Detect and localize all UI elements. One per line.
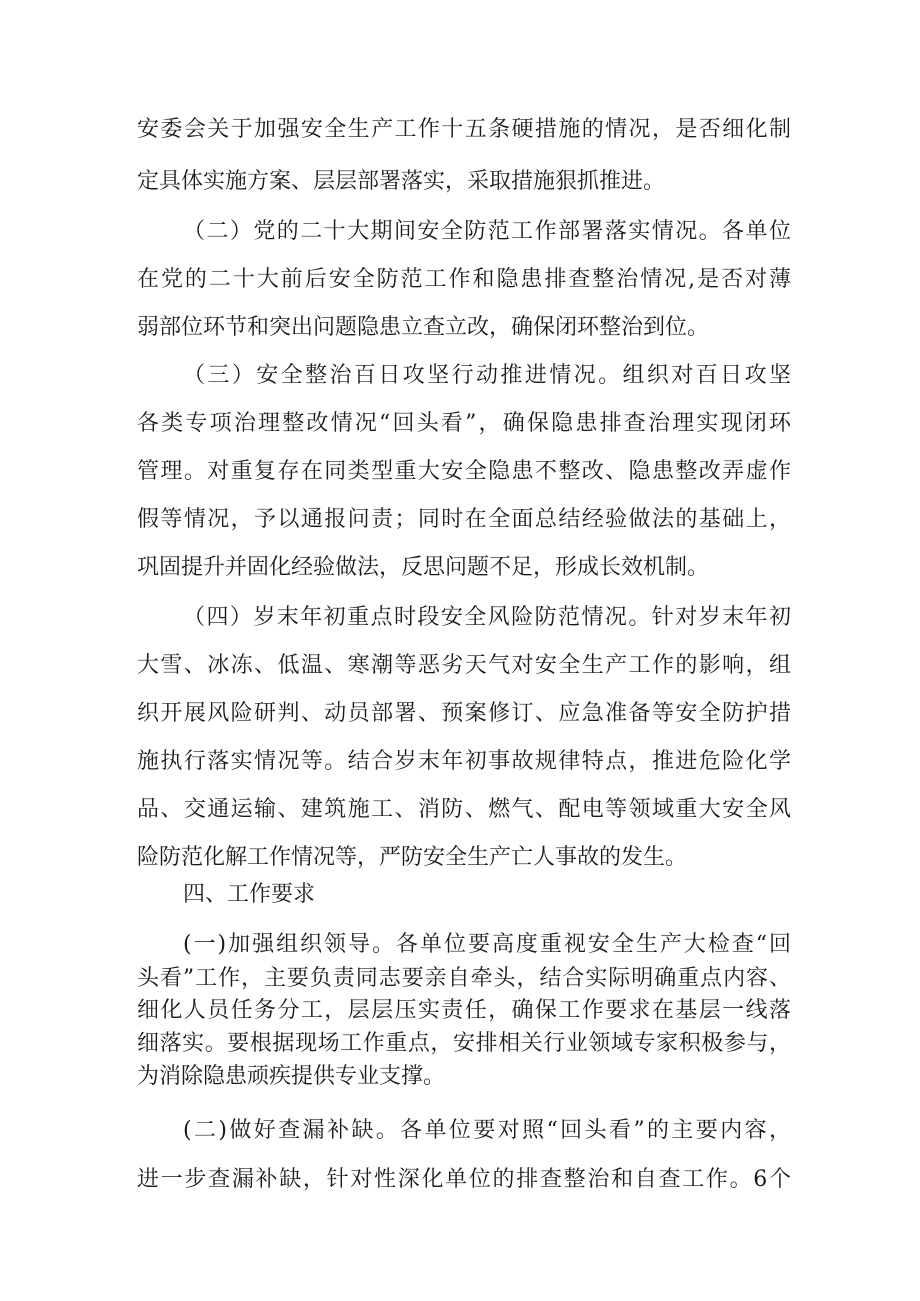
body-text-line: 进一步查漏补缺，针对性深化单位的排查整治和自查工作。6个 — [137, 1167, 791, 1192]
body-text-line: 假等情况，予以通报问责；同时在全面总结经验做法的基础上， — [137, 507, 791, 532]
body-text-line: 险防范化解工作情况等，严防安全生产亡人事故的发生。 — [137, 845, 688, 870]
body-text-line: 弱部位环节和突出问题隐患立查立改，确保闭环整治到位。 — [137, 315, 710, 340]
body-text-line: 安委会关于加强安全生产工作十五条硬措施的情况，是否细化制 — [137, 117, 791, 142]
body-text-line: 头看”工作，主要负责同志要亲自牵头，结合实际明确重点内容、 — [137, 966, 791, 991]
body-text-line: (二)做好查漏补缺。各单位要对照“回头看”的主要内容， — [183, 1118, 791, 1143]
body-text-line: (一)加强组织领导。各单位要高度重视安全生产大检查“回 — [183, 932, 791, 957]
body-text-line: （三）安全整治百日攻坚行动推进情况。组织对百日攻坚 — [183, 363, 791, 388]
body-text-line: 织开展风险研判、动员部署、预案修订、应急准备等安全防护措 — [137, 701, 791, 726]
body-text-line: 大雪、冰冻、低温、寒潮等恶劣天气对安全生产工作的影响，组 — [137, 653, 791, 678]
body-text-line: 巩固提升并固化经验做法，反思问题不足，形成长效机制。 — [137, 555, 710, 580]
body-text-line: （二）党的二十大期间安全防范工作部署落实情况。各单位 — [183, 219, 791, 244]
body-text-line: 细落实。要根据现场工作重点，安排相关行业领域专家积极参与， — [137, 1031, 791, 1056]
body-text-line: （四）岁末年初重点时段安全风险防范情况。针对岁末年初 — [183, 605, 791, 630]
body-text-line: 品、交通运输、建筑施工、消防、燃气、配电等领域重大安全风 — [137, 797, 791, 822]
body-text-line: 各类专项治理整改情况“回头看”，确保隐患排查治理实现闭环 — [137, 411, 791, 436]
section-heading: 四、工作要求 — [183, 882, 316, 907]
body-text-line: 管理。对重复存在同类型重大安全隐患不整改、隐患整改弄虚作 — [137, 459, 791, 484]
body-text-line: 施执行落实情况等。结合岁末年初事故规律特点，推进危险化学 — [137, 749, 791, 774]
body-text-line: 细化人员任务分工，层层压实责任，确保工作要求在基层一线落 — [137, 998, 791, 1023]
body-text-line: 定具体实施方案、层层部署落实，采取措施狠抓推进。 — [137, 169, 666, 194]
body-text-line: 为消除隐患顽疾提供专业支撑。 — [137, 1064, 446, 1089]
body-text-line: 在党的二十大前后安全防范工作和隐患排查整治情况,是否对薄 — [137, 267, 791, 292]
